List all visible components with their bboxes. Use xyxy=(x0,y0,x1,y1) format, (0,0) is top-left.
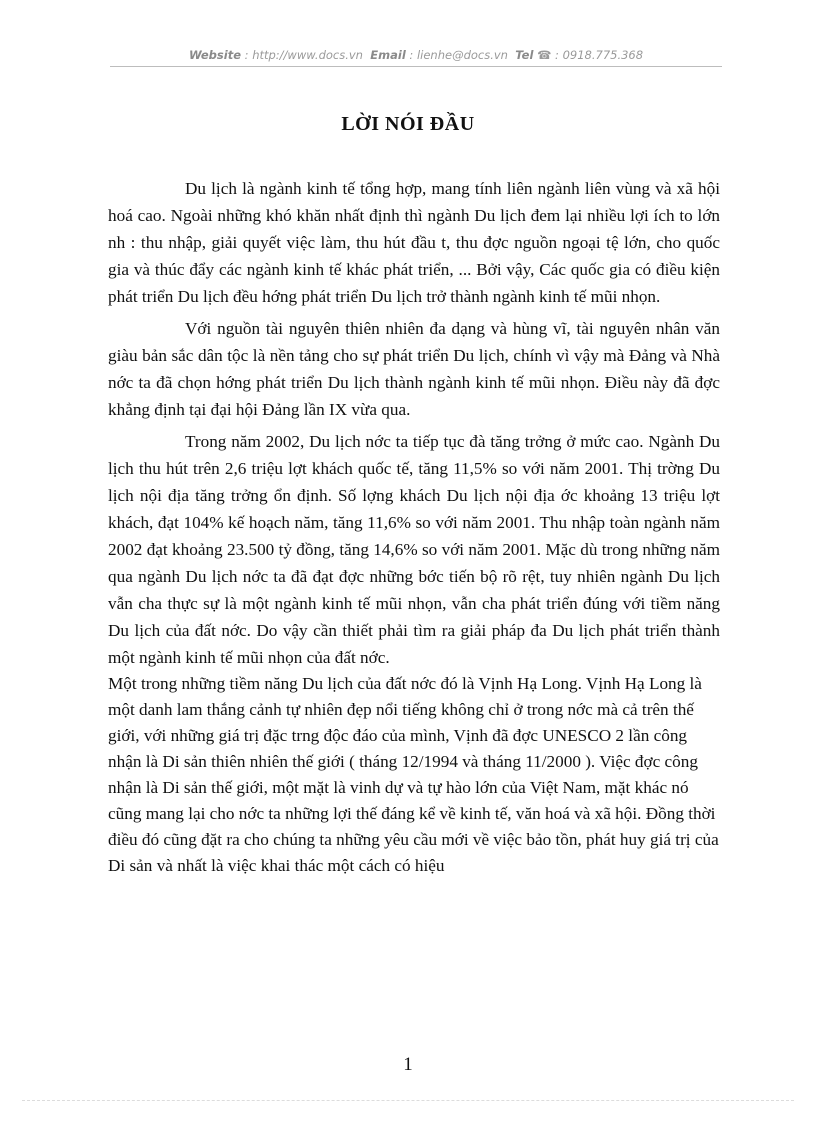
email-label: Email xyxy=(370,48,406,62)
phone-icon: ☎ xyxy=(537,48,552,62)
page-header xyxy=(110,44,722,67)
tel-value: : 0918.775.368 xyxy=(555,48,644,62)
tel-label: Tel xyxy=(515,48,534,62)
website-label: Website xyxy=(188,48,242,62)
document-body xyxy=(108,175,720,879)
document-title: LỜI NÓI ĐẦU xyxy=(341,113,475,135)
email-value: : lienhe@docs.vn xyxy=(409,48,508,62)
footer-divider xyxy=(22,1100,794,1101)
paragraph-1: Du lịch là ngành kinh tế tổng hợp, mang tính liên ngành liên vùng và xã hội hoá cao. Ngoài những khó khăn nhất định thì ngành Du lịch đem lại nhiều lợi ích to lớn nh : thu nhập, giải quyết việc làm, thu hút đầu t, thu đợc nguồn ngoại tệ lớn, cho quốc gia và thúc đẩy các ngành kinh tế khác phát triển, ... Bởi vậy, Các quốc gia có điều kiện phát triển Du lịch đều hớng phát triển Du lịch trở thành ngành kinh tế mũi nhọn. xyxy=(108,179,720,306)
paragraph-4: Một trong những tiềm năng Du lịch của đất nớc đó là Vịnh Hạ Long. Vịnh Hạ Long là một danh lam thắng cảnh tự nhiên đẹp nổi tiếng không chỉ ở trong nớc mà cả trên thế giới, với những giá trị đặc trng độc đáo của mình, Vịnh đã đợc UNESCO 2 lần công nhận là Di sản thiên nhiên thế giới ( tháng 12/1994 và tháng 11/2000 ). Việc đợc công nhận là Di sản thế giới, một mặt là vinh dự và tự hào lớn của Việt Nam, mặt khác nó cũng mang lại cho nớc ta những lợi thế đáng kể về kinh tế, văn hoá và xã hội. Đồng thời điều đó cũng đặt ra cho chúng ta những yêu cầu mới về việc bảo tồn, phát huy giá trị của Di sản và nhất là việc khai thác một cách có hiệu xyxy=(108,674,719,875)
website-value: : http://www.docs.vn xyxy=(244,48,363,62)
paragraph-2: Với nguồn tài nguyên thiên nhiên đa dạng và hùng vĩ, tài nguyên nhân văn giàu bản sắc dân tộc là nền tảng cho sự phát triển Du lịch, chính vì vậy mà Đảng và Nhà nớc ta đã chọn hớng phát triển Du lịch thành ngành kinh tế mũi nhọn. Điều này đã đợc khẳng định tại đại hội Đảng lần IX vừa qua. xyxy=(108,319,720,419)
page-number: 1 xyxy=(403,1054,413,1075)
paragraph-3: Trong năm 2002, Du lịch nớc ta tiếp tục đà tăng trởng ở mức cao. Ngành Du lịch thu hút trên 2,6 triệu lợt khách quốc tế, tăng 11,5% so với năm 2001. Thị trờng Du lịch nội địa tăng trởng ổn định. Số lợng khách Du lịch nội địa ớc khoảng 13 triệu lợt khách, đạt 104% kế hoạch năm, tăng 11,6% so với năm 2001. Thu nhập toàn ngành năm 2002 đạt khoảng 23.500 tỷ đồng, tăng 14,6% so với năm 2001. Mặc dù trong những năm qua ngành Du lịch nớc ta đã đạt đợc những bớc tiến bộ rõ rệt, tuy nhiên ngành Du lịch vẫn cha thực sự là một ngành kinh tế mũi nhọn, vẫn cha phát triển đúng với tiềm năng Du lịch của đất nớc. Do vậy cần thiết phải tìm ra giải pháp đa Du lịch phát triển thành một ngành kinh tế mũi nhọn của đất nớc. xyxy=(108,432,720,667)
